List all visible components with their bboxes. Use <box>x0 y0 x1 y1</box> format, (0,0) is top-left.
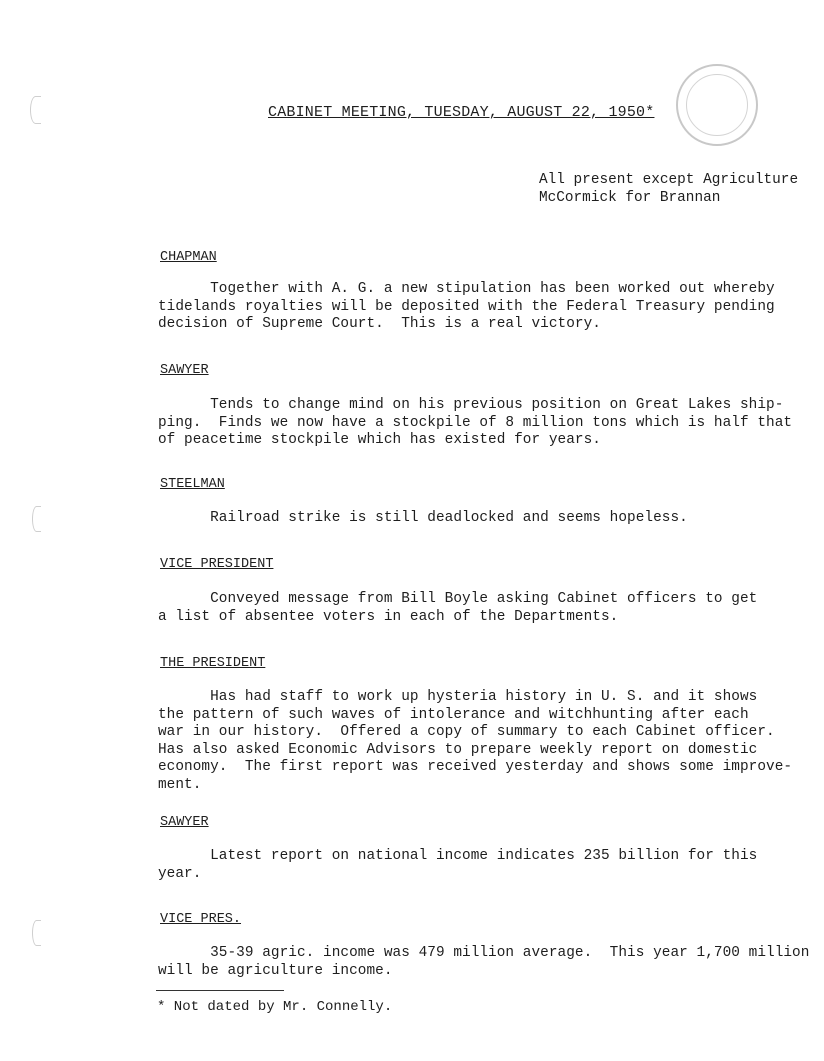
margin-mark-icon <box>32 506 41 532</box>
section-text-vice-pres: 35-39 agric. income was 479 million average. This year 1,700 million will be agriculture income. <box>158 945 810 979</box>
margin-mark-icon <box>32 920 41 946</box>
attendance-line: McCormick for Brannan <box>539 190 721 206</box>
section-heading-steelman: STEELMAN <box>160 477 225 492</box>
section-text-sawyer: Tends to change mind on his previous position on Great Lakes ship- ping. Finds we now have a stockpile of 8 million tons which is half that of peacetime stockpile which has existed for years. <box>158 397 793 448</box>
footnote: * Not dated by Mr. Connelly. <box>157 999 393 1015</box>
section-heading-sawyer: SAWYER <box>160 363 209 378</box>
margin-mark-icon <box>30 96 41 124</box>
section-heading-chapman: CHAPMAN <box>160 250 217 265</box>
section-text-chapman: Together with A. G. a new stipulation has been worked out whereby tidelands royalties will be deposited with the Federal Treasury pending decision of Supreme Court. This is a real victory. <box>158 281 775 332</box>
footnote-divider <box>156 990 284 991</box>
section-text-the-president: Has had staff to work up hysteria history in U. S. and it shows the pattern of such waves of intolerance and witchhunting after each war in our history. Offered a copy of summary to each Cabinet officer. Has also asked Economic Advisors to prepare weekly report on domestic economy. The first report was received yesterday and shows some improve- ment. <box>158 689 793 793</box>
document-title: CABINET MEETING, TUESDAY, AUGUST 22, 1950* <box>268 104 655 121</box>
section-heading-the-president: THE PRESIDENT <box>160 656 266 671</box>
attendance-note <box>539 171 798 207</box>
section-text-sawyer-2: Latest report on national income indicates 235 billion for this year. <box>158 848 758 882</box>
section-heading-vice-president: VICE PRESIDENT <box>160 557 274 572</box>
section-text-steelman: Railroad strike is still deadlocked and seems hopeless. <box>158 510 688 526</box>
attendance-line: All present except Agriculture <box>539 172 799 188</box>
section-heading-sawyer-2: SAWYER <box>160 815 209 830</box>
archive-stamp-icon <box>676 64 758 146</box>
section-text-vice-president: Conveyed message from Bill Boyle asking Cabinet officers to get a list of absentee voters in each of the Departments. <box>158 591 758 625</box>
section-heading-vice-pres: VICE PRES. <box>160 912 242 927</box>
